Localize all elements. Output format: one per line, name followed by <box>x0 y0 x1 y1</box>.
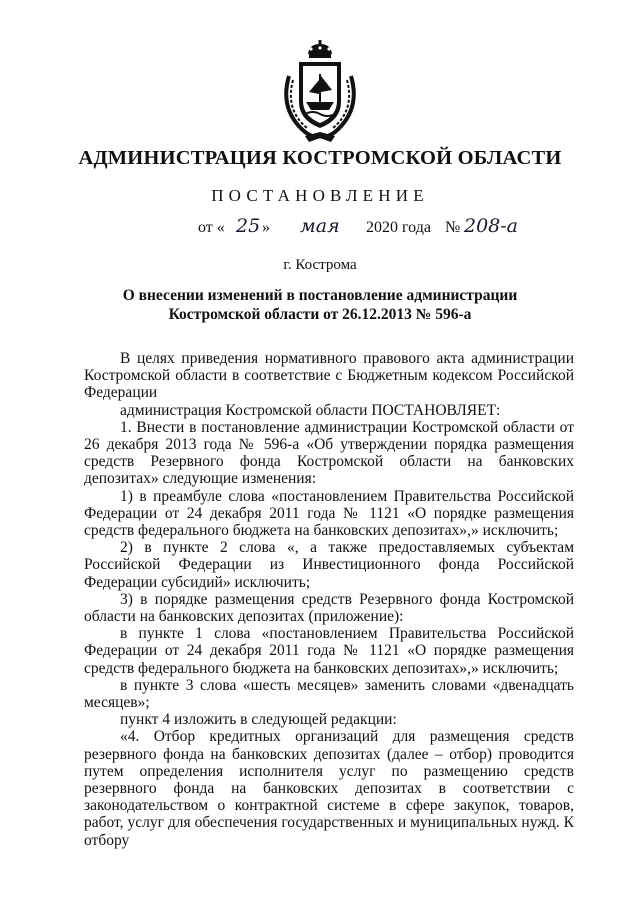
paragraph: 2) в пункте 2 слова «, а также предоставляемых субъектам Российской Федерации из Инвестиционного фонда Российской Федерации субсидий» исключить; <box>84 539 574 591</box>
paragraph: 1) в преамбуле слова «постановлением Правительства Российской Федерации от 24 декабря 2011 года № 1121 «О порядке размещения средств федерального бюджета на банковских депозитах»,» исключить; <box>84 487 574 540</box>
paragraph: администрация Костромской области ПОСТАНОВЛЯЕТ: <box>120 401 501 419</box>
organization-title: АДМИНИСТРАЦИЯ КОСТРОМСКОЙ ОБЛАСТИ <box>78 147 562 169</box>
paragraph: в пункте 3 слова «шесть месяцев» заменить словами «двенадцать месяцев»; <box>84 676 574 712</box>
paragraph: 1. Внести в постановление администрации Костромской области от 26 декабря 2013 года № 596-а «Об утверждении порядка размещения средств Резервного фонда Костромской области на банковских депозитах» следующие изменения: <box>84 418 574 488</box>
document-type: ПОСТАНОВЛЕНИЕ <box>211 186 429 205</box>
date-mid: » <box>262 219 270 236</box>
paragraph: в пункте 1 слова «постановлением Правительства Российской Федерации от 24 декабря 2011 года № 1121 «О порядке размещения средств федерального бюджета на банковских депозитах»,» исключить; <box>84 625 574 677</box>
city-name: г. Кострома <box>283 257 357 273</box>
date-year: 2020 года <box>366 219 431 236</box>
doc-number: 208-а <box>464 215 519 237</box>
paragraph: В целях приведения нормативного правового акта администрации Костромской области в соответствие с Бюджетным кодексом Российской Федерации <box>84 350 574 402</box>
date-prefix: от « <box>198 219 225 236</box>
date-day: 25 <box>236 215 261 237</box>
coat-of-arms-emblem <box>275 40 365 144</box>
date-line <box>0 215 640 245</box>
paragraph: «4. Отбор кредитных организаций для размещения средств резервного фонда на банковских депозитах (далее – отбор) проводится путем определения исполнителя услуг по размещению средств резервного фонда на банковских депозитах в соответствии с законодательством о контрактной системе в сфере закупок, товаров, работ, услуг для обеспечения государственных и муниципальных нужд. К отбору <box>84 728 574 849</box>
paragraph: 3) в порядке размещения средств Резервного фонда Костромской области на банковских депозитах (приложение): <box>84 590 574 626</box>
date-month: мая <box>300 215 340 237</box>
document-subject: О внесении изменений в постановление администрации Костромской области от 26.12.2013 № 596-а <box>122 287 518 323</box>
paragraph: пункт 4 изложить в следующей редакции: <box>120 711 397 729</box>
number-prefix: № <box>445 219 461 236</box>
document-body <box>84 350 574 849</box>
